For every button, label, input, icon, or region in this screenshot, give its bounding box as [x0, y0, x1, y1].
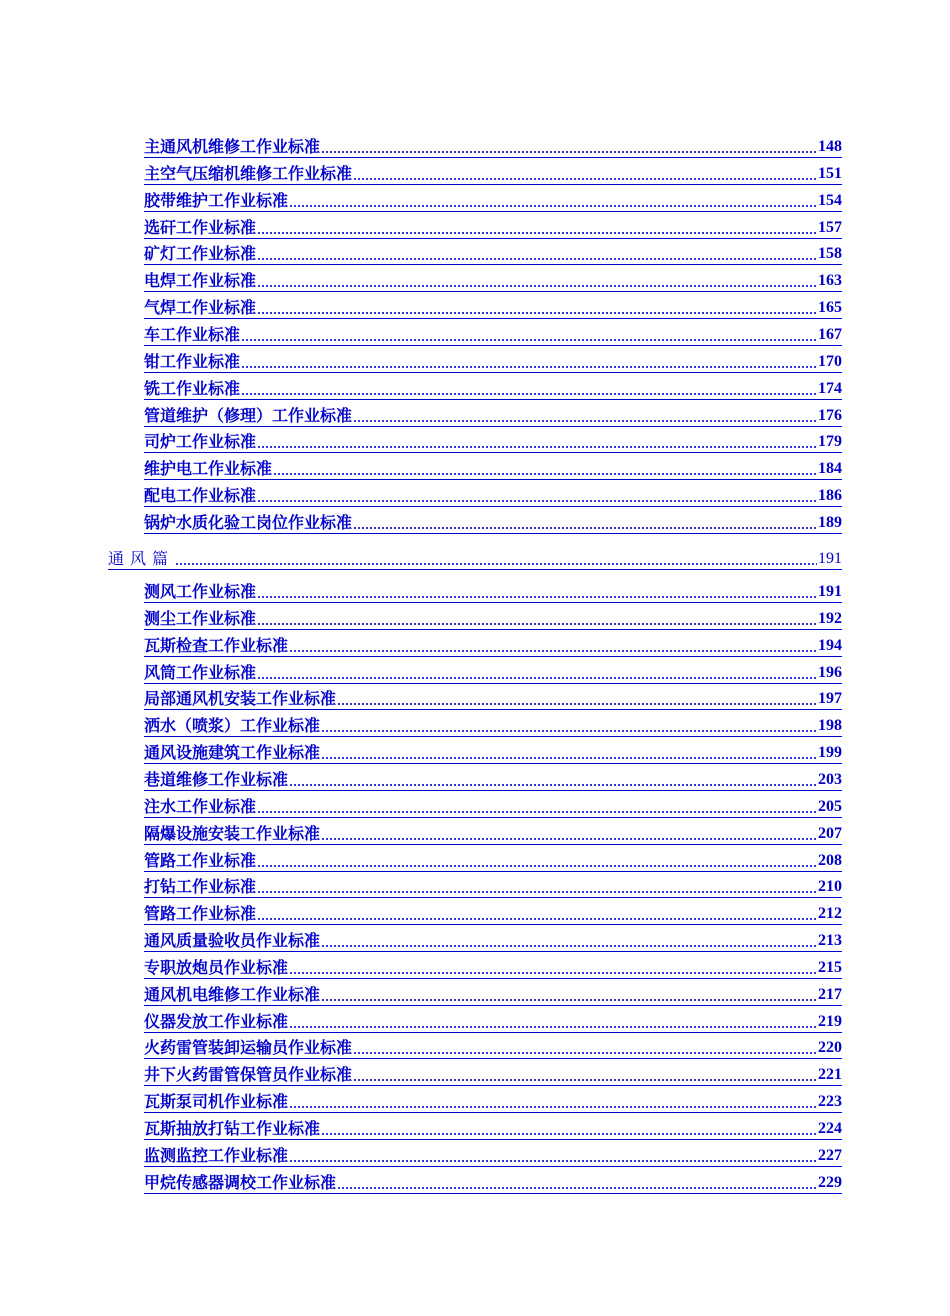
toc-entry-page-number: 167 — [818, 325, 842, 343]
toc-leader-dots — [289, 1105, 817, 1109]
toc-entry-label: 矿灯工作业标准 — [144, 244, 257, 264]
toc-leader-dots — [257, 622, 817, 626]
toc-entry-label: 瓦斯抽放打钻工作业标准 — [144, 1119, 321, 1138]
toc-entry[interactable] — [144, 795, 842, 818]
toc-leader-dots — [321, 837, 817, 841]
toc-leader-dots — [353, 526, 817, 530]
toc-entry[interactable] — [144, 607, 842, 630]
toc-entry-page-number: 219 — [818, 1012, 842, 1030]
toc-entry[interactable] — [144, 1036, 842, 1059]
toc-entry-page-number: 189 — [818, 513, 842, 531]
toc-entry-page-number: 221 — [818, 1066, 842, 1084]
toc-leader-dots — [241, 392, 817, 396]
toc-entry-page-number: 194 — [818, 636, 842, 654]
toc-leader-dots — [337, 1186, 817, 1190]
toc-leader-dots — [321, 1132, 817, 1136]
toc-entry[interactable] — [144, 902, 842, 925]
toc-entry[interactable] — [144, 430, 842, 453]
toc-entry[interactable] — [144, 1117, 842, 1140]
toc-entry-page-number: 227 — [818, 1146, 842, 1164]
toc-entry-page-number: 220 — [818, 1039, 842, 1057]
toc-leader-dots — [321, 150, 817, 154]
toc-leader-dots — [353, 1051, 817, 1055]
toc-leader-dots — [273, 472, 817, 476]
toc-entry-page-number: 191 — [818, 583, 842, 600]
toc-section-label: 通风篇 — [108, 549, 175, 568]
toc-leader-dots — [321, 998, 817, 1002]
toc-entry[interactable] — [144, 350, 842, 373]
toc-entry[interactable] — [144, 768, 842, 791]
toc-entry-label: 管路工作业标准 — [144, 850, 257, 870]
toc-entry[interactable] — [144, 269, 842, 292]
toc-entry-page-number: 163 — [818, 272, 842, 290]
toc-entry-label: 注水工作业标准 — [144, 796, 257, 816]
toc-entry-page-number: 212 — [818, 905, 842, 923]
toc-entry-label: 通风质量验收员作业标准 — [144, 931, 321, 951]
toc-entry[interactable] — [144, 135, 842, 158]
toc-entry-label: 巷道维修工作业标准 — [144, 769, 289, 789]
toc-entry-page-number: 158 — [818, 245, 842, 263]
toc-entry-page-number: 199 — [818, 744, 842, 762]
toc-entry-page-number: 205 — [818, 797, 842, 815]
toc-entry-label: 火药雷管装卸运输员作业标准 — [144, 1038, 353, 1058]
toc-entry[interactable] — [144, 189, 842, 212]
toc-entry[interactable] — [144, 377, 842, 400]
toc-entry-label: 打钻工作业标准 — [144, 877, 257, 897]
toc-entry-page-number: 176 — [818, 406, 842, 424]
toc-entry-page-number: 174 — [818, 379, 842, 397]
toc-entry[interactable] — [144, 162, 842, 185]
toc-entry-page-number: 186 — [818, 487, 842, 505]
toc-entry[interactable] — [144, 1171, 842, 1194]
toc-entry[interactable] — [144, 687, 842, 710]
toc-entry-page-number: 148 — [818, 138, 842, 155]
toc-leader-dots — [321, 944, 817, 948]
toc-leader-dots — [257, 284, 817, 288]
toc-leader-dots — [175, 562, 817, 566]
toc-entry[interactable] — [144, 1090, 842, 1113]
toc-entry[interactable] — [144, 741, 842, 764]
toc-section-ventilation[interactable] — [108, 545, 842, 570]
toc-leader-dots — [321, 729, 817, 733]
toc-leader-dots — [289, 1159, 817, 1163]
toc-entry-page-number: 224 — [818, 1120, 842, 1137]
toc-entry[interactable] — [144, 216, 842, 239]
toc-entry-label: 选矸工作业标准 — [144, 217, 257, 237]
toc-entry-label: 维护电工作业标准 — [144, 459, 273, 479]
toc-entry-label: 铣工作业标准 — [144, 378, 241, 398]
toc-entry[interactable] — [144, 484, 842, 507]
toc-entry[interactable] — [144, 511, 842, 534]
toc-entry-label: 主通风机维修工作业标准 — [144, 137, 321, 156]
toc-leader-dots — [257, 445, 817, 449]
toc-leader-dots — [353, 177, 817, 181]
toc-leader-dots — [257, 890, 817, 894]
toc-entry[interactable] — [144, 849, 842, 872]
toc-entry-label: 电焊工作业标准 — [144, 271, 257, 291]
toc-entry-label: 隔爆设施安装工作业标准 — [144, 823, 321, 843]
toc-entry[interactable] — [144, 634, 842, 657]
toc-entry-label: 通风机电维修工作业标准 — [144, 984, 321, 1004]
toc-entry-label: 车工作业标准 — [144, 324, 241, 344]
toc-entry-label: 主空气压缩机维修工作业标准 — [144, 163, 353, 183]
toc-entry[interactable] — [144, 1144, 842, 1167]
toc-entry-page-number: 208 — [818, 851, 842, 869]
toc-entry-page-number: 203 — [818, 770, 842, 788]
toc-leader-dots — [337, 702, 817, 706]
toc-leader-dots — [321, 756, 817, 760]
toc-entry-page-number: 192 — [818, 609, 842, 627]
toc-entry-label: 管道维护（修理）工作业标准 — [144, 405, 353, 425]
toc-entry-page-number: 151 — [818, 164, 842, 182]
toc-entry-label: 配电工作业标准 — [144, 486, 257, 506]
toc-entry-page-number: 217 — [818, 985, 842, 1003]
toc-entry-label: 锅炉水质化验工岗位作业标准 — [144, 512, 353, 532]
toc-leader-dots — [289, 1025, 817, 1029]
toc-entry-label: 气焊工作业标准 — [144, 298, 257, 318]
toc-entry-page-number: 215 — [818, 958, 842, 976]
toc-entry-page-number: 197 — [818, 690, 842, 708]
toc-leader-dots — [257, 311, 817, 315]
toc-entry-label: 胶带维护工作业标准 — [144, 190, 289, 210]
toc-entry-label: 司炉工作业标准 — [144, 432, 257, 452]
toc-leader-dots — [257, 257, 817, 261]
toc-entry-page-number: 165 — [818, 299, 842, 317]
toc-leader-dots — [289, 971, 817, 975]
toc-entry-page-number: 223 — [818, 1093, 842, 1111]
toc-entry[interactable] — [144, 1063, 842, 1086]
toc-leader-dots — [289, 783, 817, 787]
toc-entry[interactable] — [144, 983, 842, 1006]
toc-entry-label: 测尘工作业标准 — [144, 608, 257, 628]
toc-entry-label: 瓦斯检查工作业标准 — [144, 635, 289, 655]
toc-entry-label: 风筒工作业标准 — [144, 662, 257, 682]
toc-entry[interactable] — [144, 929, 842, 952]
toc-entry-label: 甲烷传感器调校工作业标准 — [144, 1172, 337, 1192]
toc-entry[interactable] — [144, 323, 842, 346]
toc-entry-label: 钳工作业标准 — [144, 351, 241, 371]
toc-entry-label: 测风工作业标准 — [144, 582, 257, 601]
toc-entry[interactable] — [144, 714, 842, 737]
toc-entry-label: 通风设施建筑工作业标准 — [144, 743, 321, 763]
toc-entry-page-number: 184 — [818, 460, 842, 478]
toc-entry[interactable] — [144, 457, 842, 480]
toc-entry-page-number: 196 — [818, 663, 842, 681]
toc-entry-page-number: 157 — [818, 218, 842, 236]
toc-entry-label: 专职放炮员作业标准 — [144, 957, 289, 977]
toc-entry[interactable] — [144, 875, 842, 898]
toc-entry[interactable] — [144, 1010, 842, 1033]
toc-leader-dots — [257, 676, 817, 680]
toc-entry-label: 瓦斯泵司机作业标准 — [144, 1092, 289, 1112]
toc-entry[interactable] — [144, 822, 842, 845]
toc-leader-dots — [257, 231, 817, 235]
toc-leader-dots — [241, 338, 817, 342]
toc-entry-label: 局部通风机安装工作业标准 — [144, 689, 337, 709]
toc-leader-dots — [241, 365, 817, 369]
toc-entry-label: 仪器发放工作业标准 — [144, 1011, 289, 1031]
toc-leader-dots — [289, 204, 817, 208]
toc-leader-dots — [353, 1078, 817, 1082]
toc-entry-page-number: 229 — [818, 1173, 842, 1191]
toc-entry[interactable] — [144, 242, 842, 265]
toc-entry-page-number: 210 — [818, 878, 842, 896]
toc-entry-label: 监测监控工作业标准 — [144, 1145, 289, 1165]
toc-leader-dots — [257, 917, 817, 921]
toc-entry-label: 管路工作业标准 — [144, 904, 257, 924]
toc-entry[interactable] — [144, 404, 842, 427]
toc-entry[interactable] — [144, 956, 842, 979]
toc-leader-dots — [289, 649, 817, 653]
toc-leader-dots — [353, 419, 817, 423]
toc-section-page-number: 191 — [818, 550, 842, 567]
toc-entry-page-number: 213 — [818, 932, 842, 950]
toc-leader-dots — [257, 499, 817, 503]
toc-entry-label: 洒水（喷浆）工作业标准 — [144, 716, 321, 736]
toc-entry[interactable] — [144, 296, 842, 319]
toc-entry-page-number: 170 — [818, 352, 842, 370]
toc-entry-page-number: 179 — [818, 433, 842, 451]
toc-entry-page-number: 207 — [818, 824, 842, 842]
toc-entry[interactable] — [144, 661, 842, 684]
toc-entry-page-number: 154 — [818, 191, 842, 209]
toc-entry-page-number: 198 — [818, 717, 842, 735]
toc-entry-label: 井下火药雷管保管员作业标准 — [144, 1065, 353, 1085]
toc-leader-dots — [257, 595, 817, 599]
toc-leader-dots — [257, 864, 817, 868]
toc-leader-dots — [257, 810, 817, 814]
toc-entry[interactable] — [144, 580, 842, 603]
